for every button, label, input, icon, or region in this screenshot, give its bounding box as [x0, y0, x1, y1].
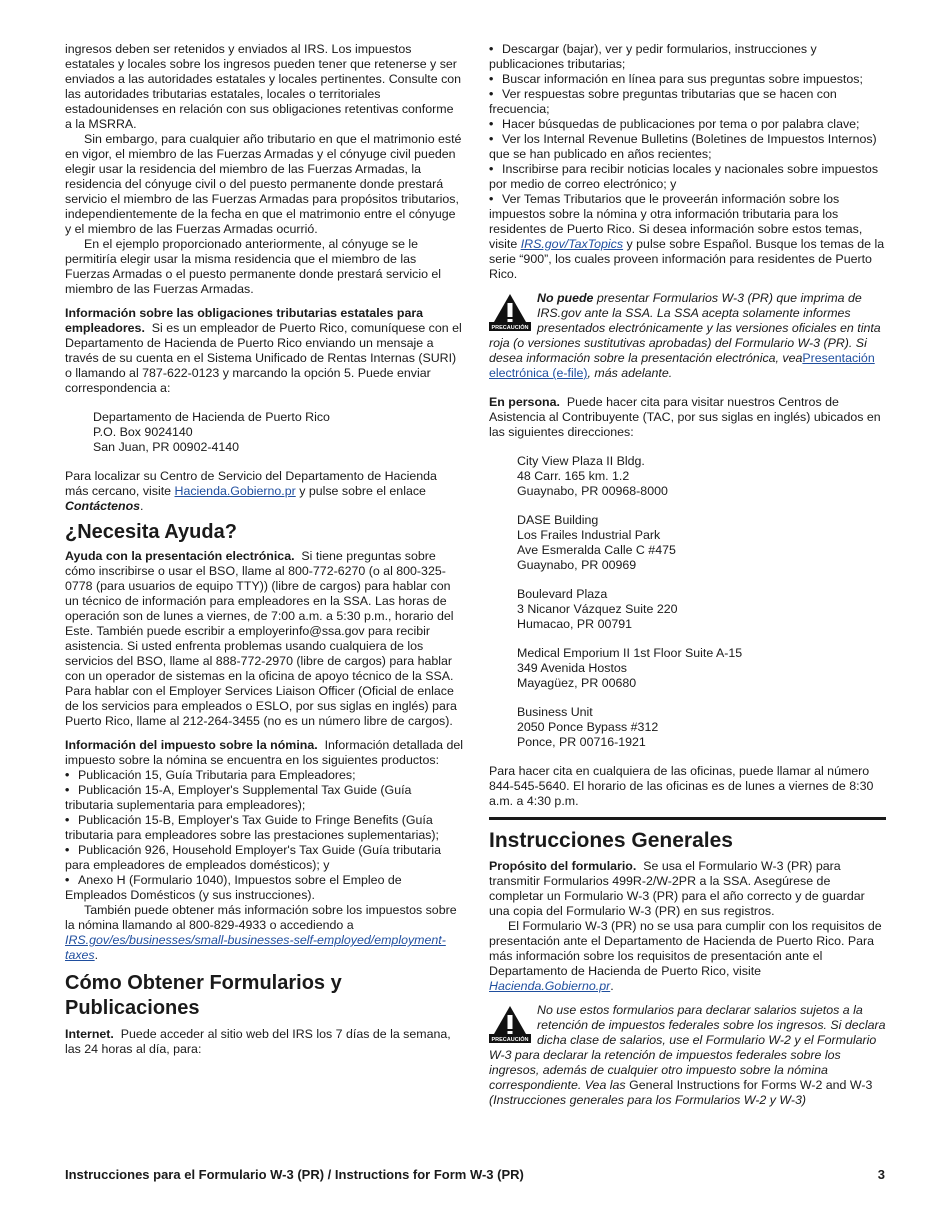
internet-lead: Internet.	[65, 1027, 114, 1041]
locate-mid-text: y pulse sobre el enlace	[299, 484, 426, 498]
caution-label: PRECAUCIÓN	[491, 325, 529, 331]
list-item: • Ver respuestas sobre preguntas tributarias que se hacen con frecuencia;	[489, 87, 837, 116]
footer-title: Instrucciones para el Formulario W-3 (PR) / Instructions for Form W-3 (PR)	[65, 1167, 524, 1182]
tac-office: Business Unit 2050 Ponce Bypass #312 Ponce, PR 00716-1921	[517, 705, 659, 749]
list-item: • Descargar (bajar), ver y pedir formularios, instrucciones y publicaciones tributarias;	[489, 42, 817, 71]
state-obligations-paragraph	[65, 306, 463, 396]
caution-note-2	[489, 1003, 886, 1108]
not-used-paragraph: El Formulario W-3 (PR) no se usa para cumplir con los requisitos de presentación ante el Departamento de Hacienda de Puerto Rico. Para más información sobre los requisitos de presentación ante el Departamento de Hacienda de Puerto Rico, visite Hacienda.Gobierno.pr.	[489, 919, 882, 993]
address-line: P.O. Box 9024140	[93, 425, 193, 439]
purpose-text: Se usa el Formulario W-3 (PR) para transmitir Formularios 499R-2/W-2PR a la SSA. Asegúrese de completar un Formulario W-3 (PR) para el año correcto y de guardar una copia del Formulario W-3 (PR) en sus registros.	[489, 859, 865, 918]
hacienda-link[interactable]: Hacienda.Gobierno.pr	[174, 484, 296, 498]
contactenos-label: Contáctenos	[65, 499, 141, 513]
right-column	[489, 42, 886, 1108]
list-item: • Anexo H (Formulario 1040), Impuestos sobre el Empleo de Empleados Domésticos (y sus instrucciones).	[65, 873, 402, 902]
help-heading: ¿Necesita Ayuda?	[65, 521, 237, 543]
in-person-lead: En persona.	[489, 395, 560, 409]
address-line: Departamento de Hacienda de Puerto Rico	[93, 410, 330, 424]
internet-paragraph	[65, 1027, 463, 1057]
forms-heading: Cómo Obtener Formularios y Publicaciones	[65, 972, 342, 1019]
payroll-info-text: Información detallada del impuesto sobre la nómina se encuentra en los siguientes productos:	[65, 738, 464, 767]
left-column	[65, 42, 463, 1057]
caution-bold: No puede	[537, 291, 594, 305]
example-paragraph: En el ejemplo proporcionado anteriormente, al cónyuge se le permitiría elegir usar la misma residencia que el miembro de las Fuerzas Armadas o el puesto permanente donde prestará servicio el miembro de las Fuerzas Armadas.	[65, 237, 442, 296]
caution2-text: No use estos formularios para declarar salarios sujetos a la retención de impuestos federales sobre los ingresos. Si declara dicha clase de salarios, use el Formulario W-2 y el Formulario W-3 para declarar la retención de impuestos federales sobre los ingresos, además de cualquier otro impuesto sobre la nómina correspondiente. Vea las	[489, 1003, 886, 1092]
list-item: • Inscribirse para recibir noticias locales y nacionales sobre impuestos por medio de correo electrónico; y	[489, 162, 879, 191]
more-info-text: También puede obtener más información sobre los impuestos sobre la nómina llamando al 800-829-4933 o accediendo a	[65, 903, 457, 932]
general-instructions-heading: Instrucciones Generales	[489, 829, 733, 852]
state-obligations-lead: Información sobre las obligaciones tributarias estatales para empleadores.	[65, 306, 424, 335]
in-person-paragraph	[489, 395, 886, 440]
list-item: • Ver Temas Tributarios que le proveerán información sobre los impuestos sobre la nómina y otra información tributaria para los residentes de Puerto Rico. Si desea información sobre estos temas, visite IRS.gov/TaxTopics y pulse sobre Español. Busque los temas de la serie “900”, los cuales proveen información para residentes de Puerto Rico.	[489, 192, 885, 281]
residence-election-paragraph: Sin embargo, para cualquier año tributario en que el matrimonio esté en vigor, el miembro de las Fuerzas Armadas y el cónyuge civil pueden elegir usar la residencia del miembro de las Fuerzas Armadas, la residencia del cónyuge civil o del puesto permanente donde prestará servicio el miembro de las Fuerzas Armadas para propósitos tributarios, independientemente de la fecha en que el matrimonio entre el cónyuge y el miembro de las Fuerzas Armadas ocurrió.	[65, 132, 462, 236]
payroll-info-paragraph	[65, 738, 463, 768]
efile-help-lead: Ayuda con la presentación electrónica.	[65, 549, 295, 563]
tac-office: DASE Building Los Frailes Industrial Park Ave Esmeralda Calle C #475 Guaynabo, PR 00969	[517, 513, 676, 572]
caution2-plain: General Instructions for Forms W-2 and W-3	[629, 1078, 873, 1092]
tac-office: Boulevard Plaza 3 Nicanor Vázquez Suite 220 Humacao, PR 00791	[517, 587, 678, 631]
payroll-info-lead: Información del impuesto sobre la nómina.	[65, 738, 318, 752]
page-footer	[65, 1167, 885, 1182]
efile-help-text: Si tiene preguntas sobre cómo inscribirse o usar el BSO, llame al 800-772-6270 (o al 800-325-0778 (para usuarios de equipo TTY)) (libre de cargos) para hablar con un técnico de información para empleadores en la SSA. Las horas de operación son de lunes a viernes, de 7:00 a.m. a 5:30 p.m., horario del Este. También puede escribir a employerinfo@ssa.gov para recibir asistencia. Si usted enfrenta problemas usando cualquiera de los servicios del BSO, llame al 888-772-2970 (libre de cargos) para hablar con un operador de sistemas en la oficina de apoyo técnico de la SSA. Para hablar con el Employer Services Liaison Officer (Oficial de enlace de los servicios para empleados o ESLO, por sus siglas en inglés) para Puerto Rico, llame al 212-264-3455 (no es un número libre de cargos).	[65, 549, 457, 728]
list-item: • Publicación 15, Guía Tributaria para Empleadores;	[65, 768, 356, 782]
list-item: • Publicación 15-A, Employer's Supplemental Tax Guide (Guía tributaria suplementaria para empleadores);	[65, 783, 412, 812]
payroll-products-list	[65, 768, 463, 903]
purpose-lead: Propósito del formulario.	[489, 859, 637, 873]
list-item: • Publicación 15-B, Employer's Tax Guide to Fringe Benefits (Guía tributaria para empleadores sobre las prestaciones suplementarias);	[65, 813, 439, 842]
tac-office: City View Plaza II Bldg. 48 Carr. 165 km. 1.2 Guaynabo, PR 00968-8000	[517, 454, 668, 498]
internet-services-list	[489, 42, 886, 282]
list-item: • Publicación 926, Household Employer's Tax Guide (Guía tributaria para empleadores de empleados domésticos); y	[65, 843, 442, 872]
not-used-text: El Formulario W-3 (PR) no se usa para cumplir con los requisitos de presentación ante el Departamento de Hacienda de Puerto Rico. Para más información sobre los requisitos de presentación ante el Departamento de Hacienda de Puerto Rico, visite	[489, 919, 882, 978]
hacienda-address	[93, 410, 463, 455]
efile-link[interactable]: Presentación electrónica (e-file)	[489, 351, 875, 380]
list-item: • Buscar información en línea para sus preguntas sobre impuestos;	[489, 72, 863, 86]
more-info-paragraph: También puede obtener más información sobre los impuestos sobre la nómina llamando al 800-829-4933 o accediendo a IRS.gov/es/businesses/small-businesses-self-employed/employment-taxes.	[65, 903, 457, 962]
caution-icon	[489, 1005, 531, 1043]
taxtopics-link[interactable]: IRS.gov/TaxTopics	[520, 237, 624, 251]
purpose-paragraph	[489, 859, 886, 919]
efile-help-paragraph	[65, 549, 463, 729]
appointment-paragraph: Para hacer cita en cualquiera de las oficinas, puede llamar al número 844-545-5640. El horario de las oficinas es de lunes a viernes de 8:30 a.m. a 4:30 p.m.	[489, 764, 874, 808]
caution-label: PRECAUCIÓN	[491, 1037, 529, 1043]
warning-triangle-icon	[489, 293, 531, 331]
page-number: 3	[877, 1167, 885, 1182]
list-item: • Hacer búsquedas de publicaciones por tema o por palabra clave;	[489, 117, 860, 131]
hacienda-link-2[interactable]: Hacienda.Gobierno.pr	[489, 979, 611, 993]
locate-text: Para localizar su Centro de Servicio del Departamento de Hacienda más cercano, visite	[65, 469, 437, 498]
caution-note-1	[489, 291, 886, 381]
caution2-post: (Instrucciones generales para los Formularios W-2 y W-3)	[489, 1093, 806, 1107]
address-line: San Juan, PR 00902-4140	[93, 440, 240, 454]
caution-icon	[489, 293, 531, 331]
caution-post: , más adelante.	[587, 366, 673, 380]
caution-text: presentar Formularios W-3 (PR) que imprima de IRS.gov ante la SSA. La SSA acepta solamente informes presentados electrónicamente y las versiones oficiales en tinta roja (o versiones sustitutivas aprobadas) del Formulario W-3 (PR). Si desea información sobre la presentación electrónica, vea	[489, 291, 881, 365]
in-person-text: Puede hacer cita para visitar nuestros Centros de Asistencia al Contribuyente (TAC, por sus siglas en inglés) ubicados en las siguientes direcciones:	[489, 395, 881, 439]
msrra-paragraph: ingresos deben ser retenidos y enviados al IRS. Los impuestos estatales y locales sobre los ingresos pueden tener que retenerse y ser enviados a las autoridades estatales y locales pertinentes. Consulte con las autoridades tributarias estatales, locales o territoriales estadounidenses en relación con sus obligaciones retentivas conforme a la MSRRA.	[65, 42, 462, 131]
section-rule	[489, 817, 886, 820]
list-item: • Ver los Internal Revenue Bulletins (Boletines de Impuestos Internos) que se han publicado en años recientes;	[489, 132, 877, 161]
locate-service-center-paragraph: Para localizar su Centro de Servicio del Departamento de Hacienda más cercano, visite Hacienda.Gobierno.pr y pulse sobre el enlace Contáctenos.	[65, 469, 437, 513]
internet-text: Puede acceder al sitio web del IRS los 7 días de la semana, las 24 horas al día, para:	[65, 1027, 451, 1056]
warning-triangle-icon	[489, 1005, 531, 1043]
tac-office: Medical Emporium II 1st Floor Suite A-15 349 Avenida Hostos Mayagüez, PR 00680	[517, 646, 743, 690]
state-obligations-text: Si es un empleador de Puerto Rico, comuníquese con el Departamento de Hacienda de Puerto Rico enviando un mensaje a través de su cuenta en el Sistema Unificado de Rentas Internas (SURI) o llamando al 787-622-0123 y marcando la opción 5. Puede enviar correspondencia a:	[65, 321, 462, 395]
employment-taxes-link[interactable]: IRS.gov/es/businesses/small-businesses-self-employed/employment-taxes	[65, 933, 446, 962]
